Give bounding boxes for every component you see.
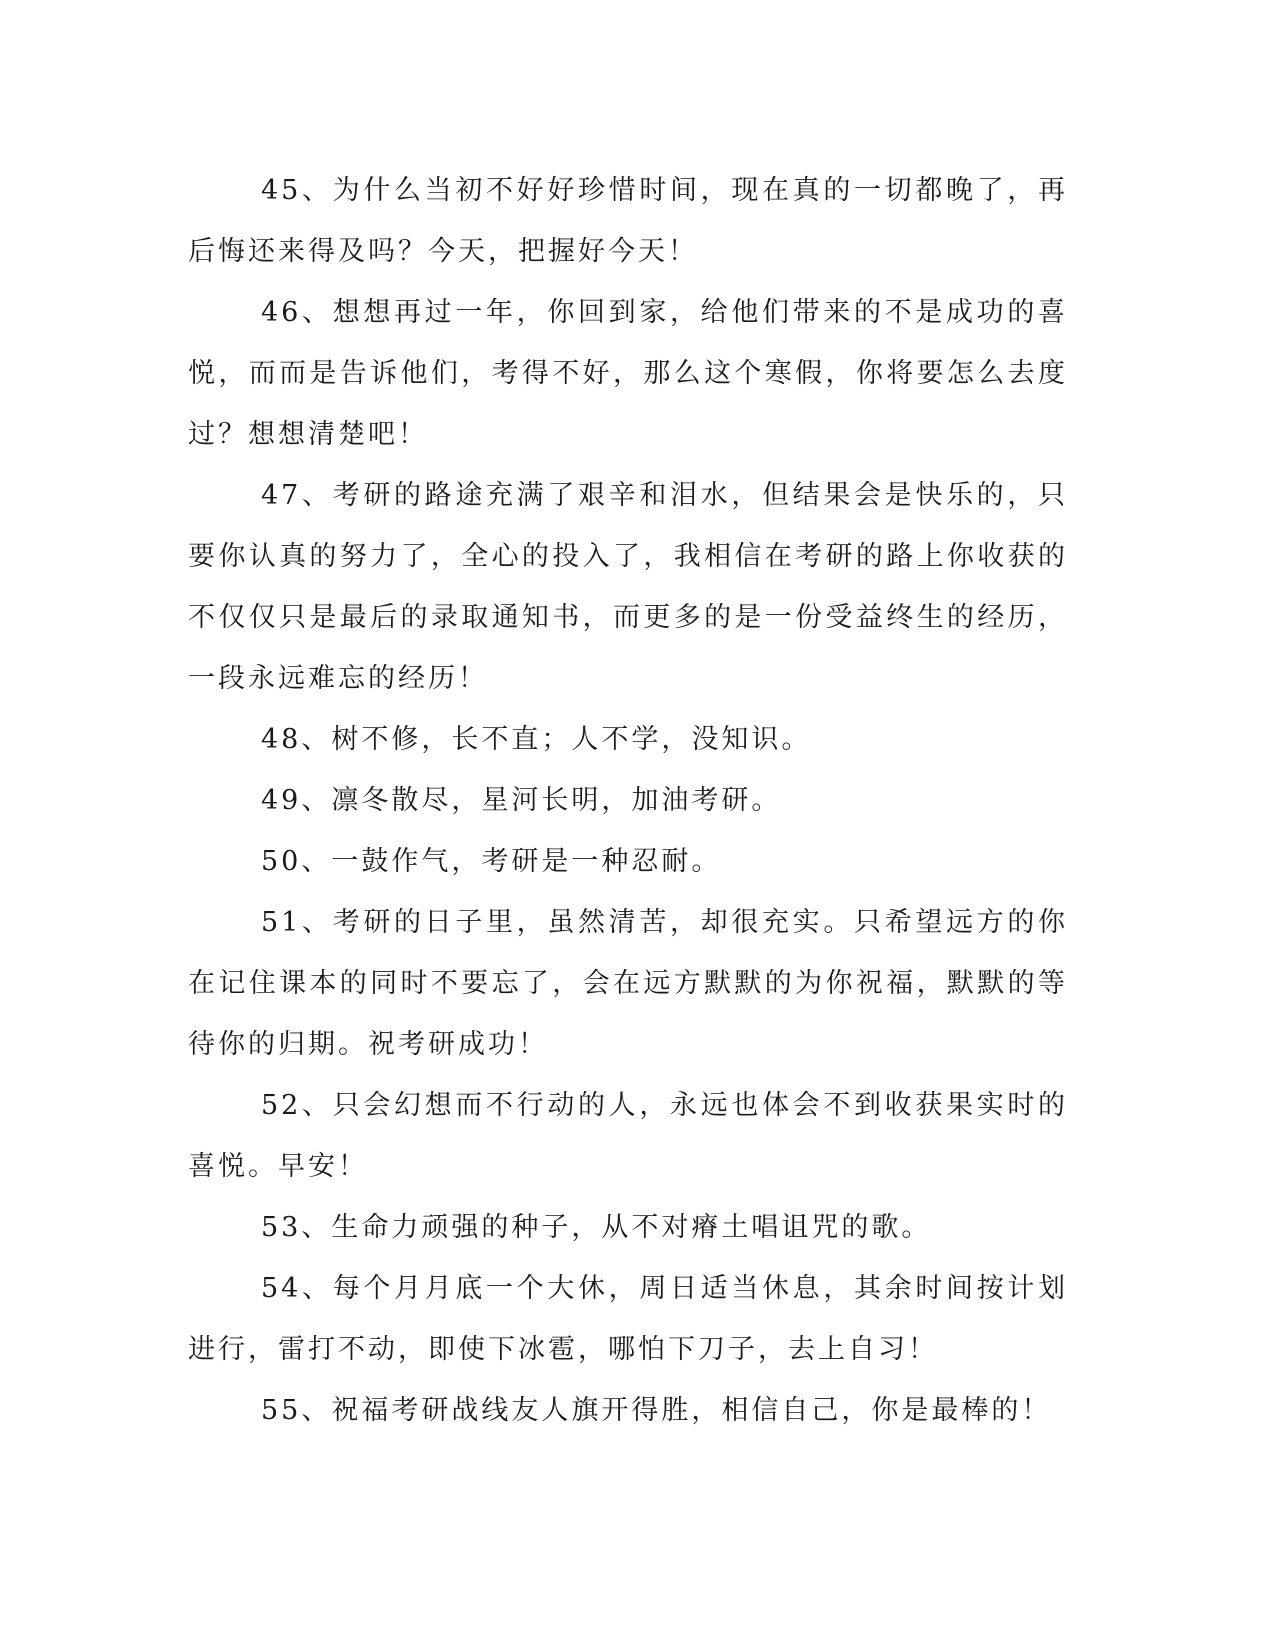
quote-paragraph-50: 50、一鼓作气，考研是一种忍耐。 <box>261 846 722 877</box>
quote-paragraph-46: 46、想想再过一年，你回到家，给他们带来的不是成功的喜悦，而而是告诉他们，考得不好，那么这个寒假，你将要怎么去度过？想想清楚吧！ <box>188 297 1068 450</box>
document-body <box>188 160 1068 1441</box>
quote-paragraph-48: 48、树不修，长不直；人不学，没知识。 <box>261 724 812 755</box>
quote-paragraph-51: 51、考研的日子里，虽然清苦，却很充实。只希望远方的你在记住课本的同时不要忘了，会在远方默默的为你祝福，默默的等待你的归期。祝考研成功！ <box>188 907 1068 1060</box>
quote-paragraph-45: 45、为什么当初不好好珍惜时间，现在真的一切都晚了，再后悔还来得及吗？今天，把握好今天！ <box>188 175 1068 267</box>
quote-paragraph-54: 54、每个月月底一个大休，周日适当休息，其余时间按计划进行，雷打不动，即使下冰雹，哪怕下刀子，去上自习！ <box>188 1273 1068 1365</box>
quote-paragraph-55: 55、祝福考研战线友人旗开得胜，相信自己，你是最棒的！ <box>261 1395 1052 1426</box>
quote-paragraph-49: 49、凛冬散尽，星河长明，加油考研。 <box>261 785 782 816</box>
quote-paragraph-53: 53、生命力顽强的种子，从不对瘠土唱诅咒的歌。 <box>261 1212 932 1243</box>
quote-paragraph-47: 47、考研的路途充满了艰辛和泪水，但结果会是快乐的，只要你认真的努力了，全心的投入了，我相信在考研的路上你收获的不仅仅只是最后的录取通知书，而更多的是一份受益终生的经历，一段永远难忘的经历！ <box>188 480 1068 694</box>
quote-paragraph-52: 52、只会幻想而不行动的人，永远也体会不到收获果实时的喜悦。早安！ <box>188 1090 1068 1182</box>
